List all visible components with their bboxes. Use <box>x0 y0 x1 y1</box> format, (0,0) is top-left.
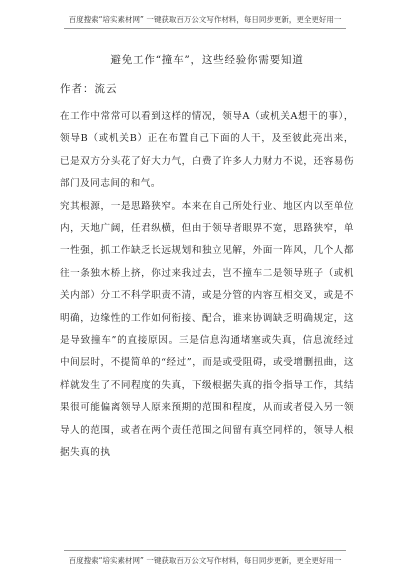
paragraph-1: 在工作中常常可以看到这样的情况，领导A（或机关A想干的事），领导B（或机关B）正在布置自己下面的人干，及至彼此亮出来，已是双方分头花了好大力气，白费了许多人力财力不说，还容易伤部门及同志间的和气。 <box>60 111 354 190</box>
header-divider <box>64 28 346 29</box>
footer-divider <box>64 550 346 551</box>
paragraph-2: 究其根源，一是思路狭窄。本来在自己所处行业、地区内以至单位内，天地广阔，任君纵横，但由于领导者眼界不宽，思路狭窄，单一性强，抓工作缺乏长远规划和独立见解，外面一阵风，几个人都往一条独木桥上挤，你过来我过去，岂不撞车二是领导班子（或机关内部）分工不科学职责不清，或是分管的内容互相交叉，或是不明确，边缘性的工作如何衔接、配合，谁来协调缺乏明确规定，这是导致撞车”的直接原因。三是信息沟通堵塞或失真，信息流经过中间层时，不提简单的“经过”，而是或受阻碍，或受增删扭曲，这样就发生了不同程度的失真，下级根据失真的指令指导工作，其结果很可能偏离领导人原来预期的范围和程度，从而或者侵入另一领导人的范围，或者在两个责任范围之间留有真空同样的，领导人根据失真的执 <box>60 200 354 459</box>
document-title: 避免工作“撞车”，这些经验你需要知道 <box>110 54 304 66</box>
page-footer: 百度搜索“培实素材网” 一键获取百万公文写作材料，每日同步更新，更全更好用一 <box>68 556 342 565</box>
page-header: 百度搜索“培实素材网” 一键获取百万公文写作材料，每日同步更新，更全更好用一 <box>68 15 342 24</box>
document-author: 作者：流云 <box>60 83 118 95</box>
document-body <box>60 52 354 465</box>
